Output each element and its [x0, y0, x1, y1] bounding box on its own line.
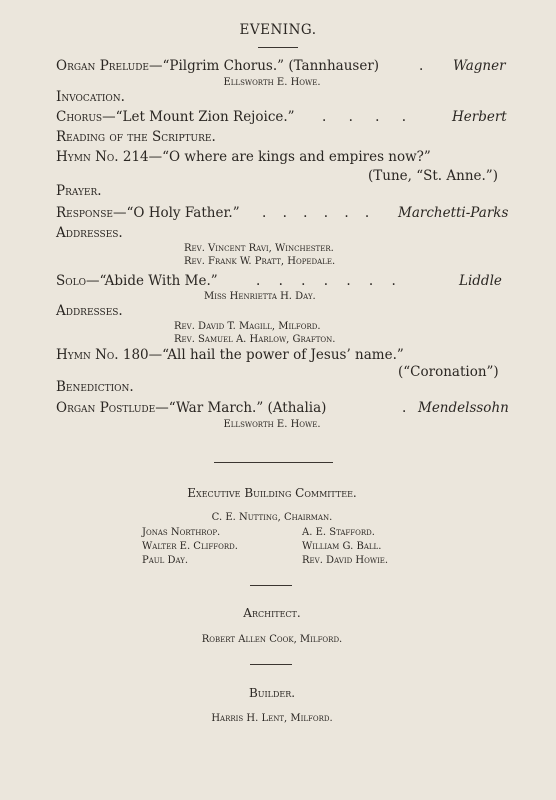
addresses-1-speaker-1: Rev. Vincent Ravi, Winchester.	[184, 243, 334, 254]
chorus-leader: . . . .	[322, 109, 407, 125]
solo-piece: —“Abide With Me.”	[85, 273, 218, 289]
response-label: Response	[56, 205, 113, 221]
invocation: Invocation.	[56, 89, 125, 105]
solo-line	[56, 273, 218, 289]
prayer: Prayer.	[56, 183, 102, 199]
hymn-214-line	[56, 149, 431, 165]
response-composer: Marchetti-Parks	[398, 205, 509, 221]
solo-composer: Liddle	[459, 273, 502, 289]
committee-chairman: C. E. Nutting, Chairman.	[211, 512, 333, 523]
organ-prelude-label: Organ Prelude	[56, 58, 149, 74]
section-divider	[250, 664, 292, 665]
response-piece: —“O Holy Father.”	[112, 205, 240, 221]
section-divider	[214, 462, 333, 463]
leader-dot: .	[419, 58, 424, 74]
section-divider	[250, 585, 292, 586]
chorus-line	[56, 109, 295, 125]
response-leader: . . . . . .	[262, 205, 370, 221]
addresses-2-label: Addresses.	[56, 303, 123, 319]
builder-name: Harris H. Lent, Milford.	[211, 713, 333, 724]
hymn-180-line	[56, 347, 404, 363]
hymn-180-tune: (“Coronation”)	[398, 364, 499, 380]
organ-prelude-composer: Wagner	[453, 58, 506, 74]
hymn-214-label: Hymn No. 214	[56, 149, 149, 165]
organ-prelude-performer: Ellsworth E. Howe.	[223, 77, 321, 88]
hymn-214-text: —“O where are kings and empires now?”	[148, 149, 431, 165]
committee-title: Executive Building Committee.	[187, 486, 357, 500]
committee-member: Rev. David Howie.	[302, 555, 389, 566]
committee-member: Walter E. Clifford.	[142, 541, 238, 552]
organ-postlude-piece: —“War March.” (Athalia)	[155, 400, 327, 416]
leader-dot: .	[402, 400, 407, 416]
hymn-180-text: —“All hail the power of Jesus’ name.”	[148, 347, 404, 363]
committee-member: Paul Day.	[142, 555, 189, 566]
chorus-composer: Herbert	[452, 109, 507, 125]
benediction: Benediction.	[56, 379, 134, 395]
heading-rule	[258, 47, 298, 48]
reading-of-scripture: Reading of the Scripture.	[56, 129, 216, 145]
hymn-180-label: Hymn No. 180	[56, 347, 149, 363]
addresses-2-speaker-1: Rev. David T. Magill, Milford.	[174, 321, 321, 332]
organ-prelude-line	[56, 58, 379, 74]
hymn-214-tune: (Tune, “St. Anne.”)	[368, 168, 498, 184]
builder-title: Builder.	[248, 686, 296, 700]
solo-leader: . . . . . . .	[256, 273, 396, 289]
organ-postlude-performer: Ellsworth E. Howe.	[223, 419, 321, 430]
solo-performer: Miss Henrietta H. Day.	[204, 291, 316, 302]
committee-member: William G. Ball.	[302, 541, 382, 552]
committee-member: Jonas Northrop.	[142, 527, 221, 538]
chorus-label: Chorus	[56, 109, 103, 125]
addresses-1-speaker-2: Rev. Frank W. Pratt, Hopedale.	[184, 256, 336, 267]
architect-title: Architect.	[243, 606, 301, 620]
section-heading: EVENING.	[239, 22, 317, 38]
response-line	[56, 205, 240, 221]
addresses-1-label: Addresses.	[56, 225, 123, 241]
organ-prelude-piece: —“Pilgrim Chorus.” (Tannhauser)	[148, 58, 380, 74]
architect-name: Robert Allen Cook, Milford.	[201, 634, 343, 645]
solo-label: Solo	[56, 273, 86, 289]
committee-member: A. E. Stafford.	[302, 527, 375, 538]
addresses-2-speaker-2: Rev. Samuel A. Harlow, Grafton.	[174, 334, 336, 345]
chorus-piece: —“Let Mount Zion Rejoice.”	[102, 109, 295, 125]
organ-postlude-line	[56, 400, 326, 416]
organ-postlude-composer: Mendelssohn	[418, 400, 509, 416]
organ-postlude-label: Organ Postlude	[56, 400, 156, 416]
